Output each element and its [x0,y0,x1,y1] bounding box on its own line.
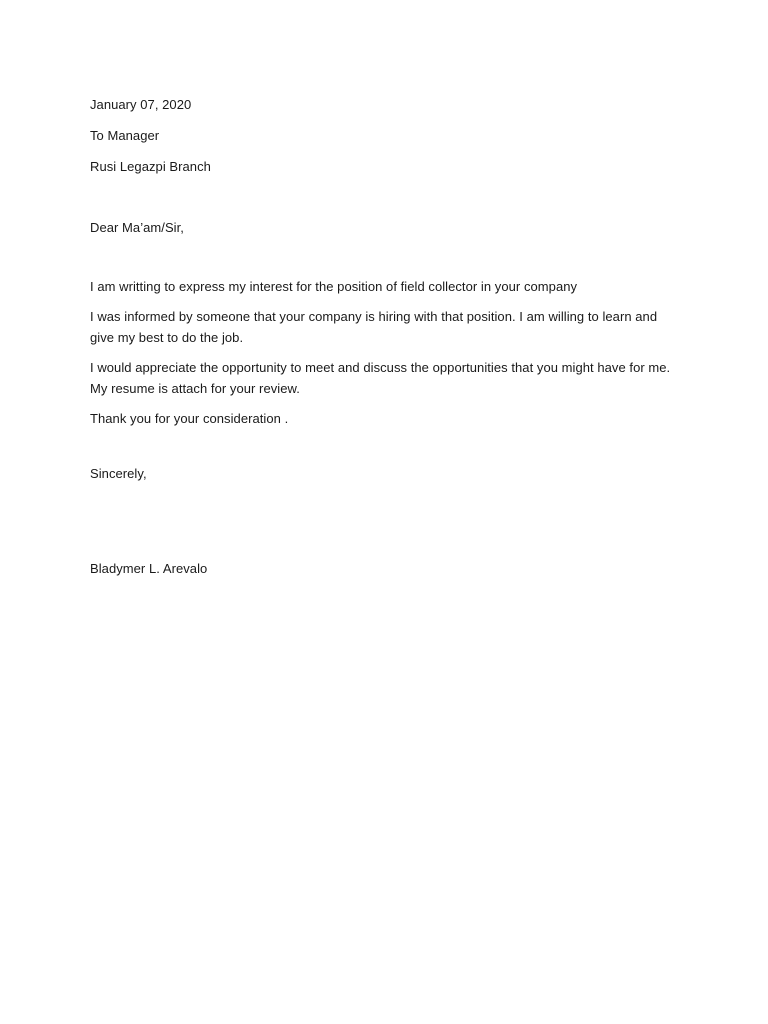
paragraph-interest: I am writting to express my interest for the position of field collector in your company [90,279,578,294]
paragraph-thank-you: Thank you for your consideration . [90,411,289,426]
paragraph-informed: I was informed by someone that your company is hiring with that position. I am willing to learn and give my best to do the job. [90,309,661,345]
letter-date: January 07, 2020 [90,97,192,112]
signature-name: Bladymer L. Arevalo [90,561,208,576]
paragraph-appreciate: I would appreciate the opportunity to meet and discuss the opportunities that you might have for me. My resume is attach for your review. [90,360,674,396]
branch-line: Rusi Legazpi Branch [90,159,211,174]
letter-body [90,94,680,579]
recipient-line: To Manager [90,128,160,143]
salutation: Dear Ma’am/Sir, [90,220,184,235]
closing-line: Sincerely, [90,466,147,481]
